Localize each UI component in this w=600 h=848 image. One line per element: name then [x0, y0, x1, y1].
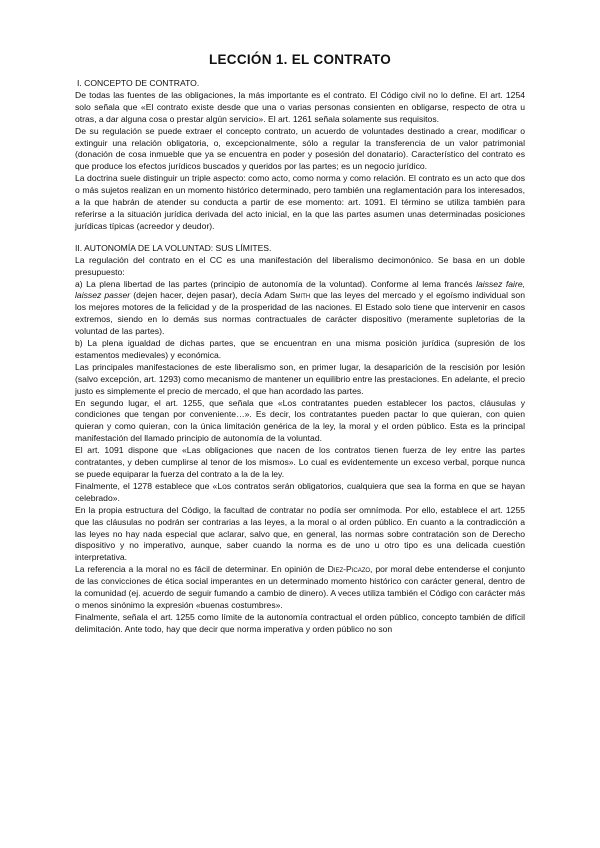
text-run: que las leyes del mercado y el egoísmo individual son los mejores motores de la felicidad y de la prosperidad de las naciones. El Estado solo tiene que intervenir en casos extremos, siendo en lo demás sus normas contractuales de carácter dispositivo (meramente supletorias de la voluntad de las partes). — [75, 290, 525, 337]
text-run: La referencia a la moral no es fácil de determinar. En opinión de — [75, 564, 328, 575]
document-body — [75, 78, 525, 636]
italic-phrase: laissez faire, laissez passer — [75, 278, 525, 301]
section-heading-concepto: I. CONCEPTO DE CONTRATO. — [77, 78, 200, 88]
paragraph: Las principales manifestaciones de este liberalismo son, en primer lugar, la desaparición de la rescisión por lesión (salvo excepción, art. 1293) como mecanismo de mantener un equilibrio entre las prestaciones. En adelante, el precio justo es simplemente el precio de mercado, el que han acordado las partes. — [75, 361, 525, 396]
paragraph: b) La plena igualdad de dichas partes, que se encuentran en una misma posición jurídica (supresión de los estamentos medievales) y económica. — [75, 338, 525, 360]
text-run: (dejen hacer, dejen pasar), decía Adam — [130, 290, 290, 301]
paragraph: Finalmente, señala el art. 1255 como límite de la autonomía contractual el orden público, concepto también de difícil delimitación. Ante todo, hay que decir que norma imperativa y orden público no son — [75, 611, 525, 634]
paragraph: La regulación del contrato en el CC es una manifestación del liberalismo decimonónico. Se basa en un doble presupuesto: — [75, 254, 525, 277]
section-heading-autonomia: II. AUTONOMÍA DE LA VOLUNTAD: SUS LÍMITES. — [75, 242, 272, 253]
paragraph — [75, 279, 525, 339]
paragraph: De todas las fuentes de las obligaciones, la más importante es el contrato. El Código civil no lo define. El art. 1254 solo señala que «El contrato existe desde que una o varias personas consienten en obligarse, respecto de otra u otras, a dar alguna cosa o prestar algún servicio». El art. 1261 señala solamente sus requisitos. — [75, 89, 525, 124]
text-run: a) La plena libertad de las partes (principio de autonomía de la voluntad). Conforme al lema francés — [75, 278, 477, 289]
text-run: , por moral debe entenderse el conjunto de las convicciones de ética social imperantes en un determinado momento histórico con carácter general, dentro de la comunidad (ej. acuerdo de seguir fumando a cambio de dinero). A veces utiliza también el Código con carácter más o menos sinónimo la expresión «buenas costumbres». — [75, 564, 525, 610]
paragraph: De su regulación se puede extraer el concepto contrato, un acuerdo de voluntades destinado a crear, modificar o extinguir una relación obligatoria, o, excepcionalmente, sólo a regular la transferencia de un valor patrimonial (donación de cosa inmueble que ya se encuentra en poder y posesión del donatario). Característico del contrato es que produce los efectos jurídicos buscados y queridos por las partes; es un negocio jurídico. — [75, 125, 525, 172]
paragraph: El art. 1091 dispone que «Las obligaciones que nacen de los contratos tienen fuerza de ley entre las partes contratantes, y deben cumplirse al tenor de los mismos». Lo cual es evidentemente un exceso verbal, porque nunca se puede equiparar la fuerza del contrato a la de la ley. — [75, 445, 525, 479]
paragraph: Finalmente, el 1278 establece que «Los contratos serán obligatorios, cualquiera que sea la forma en que se hayan celebrado». — [75, 480, 525, 503]
paragraph: En segundo lugar, el art. 1255, que señala que «Los contratantes pueden establecer los pactos, cláusulas y condiciones que tengan por conveniente…». Es decir, los contratantes pueden pactar lo que quieran, con quien quieran y como quieran, con la única limitación genérica de la ley, la moral y el orden público. Esta es la principal manifestación del llamado principio de autonomía de la voluntad. — [75, 397, 525, 444]
paragraph — [75, 564, 525, 612]
author-name: Smith — [289, 290, 311, 301]
document-title: LECCIÓN 1. EL CONTRATO — [208, 52, 392, 67]
paragraph: La doctrina suele distinguir un triple aspecto: como acto, como norma y como relación. El contrato es un acto que dos o más sujetos realizan en un momento histórico determinado, pero también una reglamentación para los interesados, a la que habrán de atender su conducta a partir de ese momento: art. 1091. El término se utiliza también para referirse a la situación jurídica derivada del acto inicial, en la que las partes asumen unas determinadas posiciones jurídicas típicas (acreedor y deudor). — [75, 173, 525, 231]
paragraph: En la propia estructura del Código, la facultad de contratar no podía ser omnímoda. Por ello, establece el art. 1255 que las cláusulas no podrán ser contrarias a las leyes, a la moral o al orden público. En cuanto a la contradicción a las leyes no hay nada especial que aclarar, salvo que, en general, las normas sobre contratación son de Derecho dispositivo y no imperativo, aunque, saber cuando la norma es de uno u otro tipo es una delicada cuestión interpretativa. — [75, 504, 525, 563]
author-name: Diez-Picazo — [327, 564, 371, 575]
